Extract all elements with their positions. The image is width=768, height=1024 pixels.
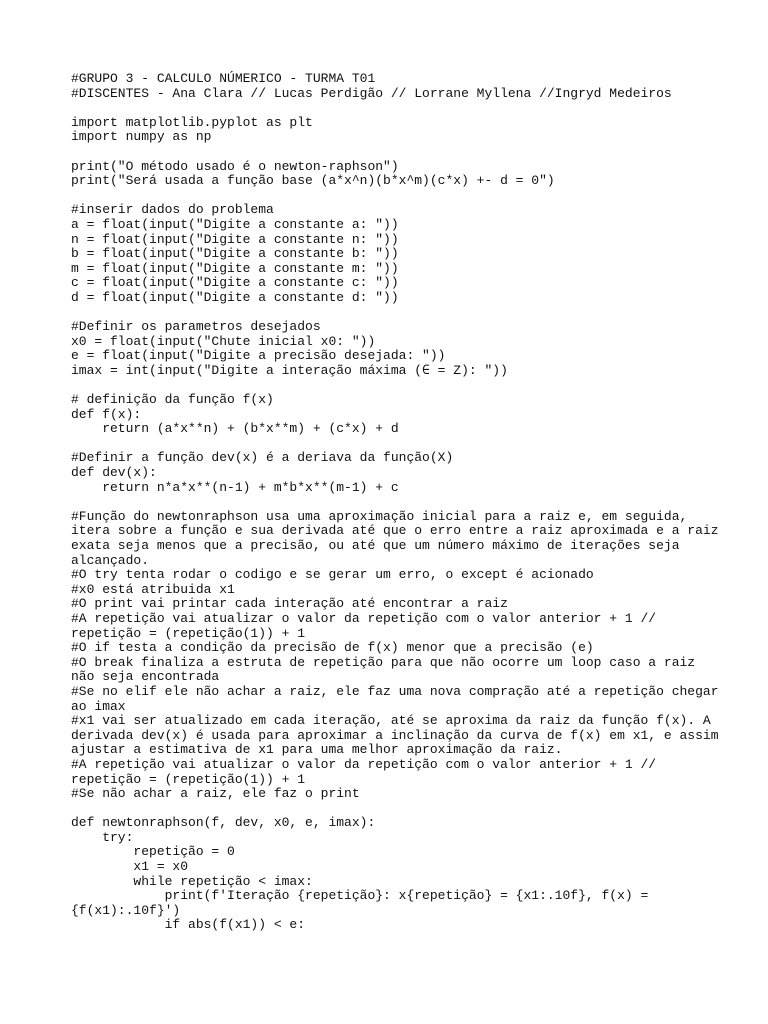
comment-line: ajustar a estimativa de x1 para uma melhor aproximação da raiz. — [71, 742, 563, 758]
comment-line: repetição = (repetição(1)) + 1 — [71, 771, 306, 787]
comment-line: derivada dev(x) é usada para aproximar a inclinação da curva de f(x) em x1, e assim — [71, 727, 719, 743]
code-line: {f(x1):.10f}') — [71, 902, 181, 918]
code-line: print("Será usada a função base (a*x^n)(b*x^m)(c*x) +- d = 0") — [71, 173, 555, 189]
comment-line: itera sobre a função e sua derivada até que o erro entre a raiz aproximada e a raiz — [71, 523, 719, 539]
code-line: c = float(input("Digite a constante c: ")) — [71, 275, 399, 291]
comment-line: #x0 está atribuida x1 — [71, 581, 235, 597]
comment-line: #x1 vai ser atualizado em cada iteração, até se aproxima da raiz da função f(x). A — [71, 713, 711, 729]
code-line: x0 = float(input("Chute inicial x0: ")) — [71, 333, 376, 349]
comment-line: ao imax — [71, 698, 126, 714]
code-line: try: — [71, 829, 134, 845]
comment-line: exata seja menos que a precisão, ou até que um número máximo de iterações seja — [71, 538, 680, 553]
comment-line: #A repetição vai atualizar o valor da repetição com o valor anterior + 1 // — [71, 756, 657, 772]
comment-line: #Função do newtonraphson usa uma aproximação inicial para a raiz e, em seguida, — [71, 508, 688, 524]
code-line: a = float(input("Digite a constante a: ")) — [71, 216, 399, 232]
comment-line: #O print vai printar cada interação até encontrar a raiz — [71, 596, 508, 612]
code-line: print(f'Iteração {repetição}: x{repetição} = {x1:.10f}, f(x) = — [71, 888, 649, 904]
comment-line: #Se não achar a raiz, ele faz o print — [71, 786, 360, 802]
code-line: e = float(input("Digite a precisão desejada: ")) — [71, 348, 446, 364]
code-line: #DISCENTES - Ana Clara // Lucas Perdigão // Lorrane Myllena //Ingryd Medeiros — [71, 85, 672, 101]
code-line: m = float(input("Digite a constante m: ")) — [71, 260, 399, 276]
code-line: # definição da função f(x) — [71, 392, 274, 408]
code-line: import matplotlib.pyplot as plt — [71, 114, 313, 130]
comment-line: repetição = (repetição(1)) + 1 — [71, 625, 306, 641]
code-line: if abs(f(x1)) < e: — [71, 917, 306, 933]
comment-line: não seja encontrada — [71, 669, 220, 685]
blank-line — [71, 378, 711, 393]
comment-line: #O try tenta rodar o codigo e se gerar um erro, o except é acionado — [71, 567, 594, 583]
comment-line: #O break finaliza a estruta de repetição para que não ocorre um loop caso a raiz — [71, 654, 696, 670]
code-line: import numpy as np — [71, 129, 212, 145]
comment-line: #Se no elif ele não achar a raiz, ele faz uma nova compração até a repetição chegar — [71, 683, 719, 699]
comment-line: #O if testa a condição da precisão de f(x) menor que a precisão (e) — [71, 640, 594, 656]
code-document — [71, 71, 719, 933]
code-line: d = float(input("Digite a constante d: ")) — [71, 289, 399, 305]
blank-line — [71, 802, 711, 817]
code-line: return (a*x**n) + (b*x**m) + (c*x) + d — [71, 421, 399, 437]
code-line: #Definir os parametros desejados — [71, 319, 321, 335]
blank-line — [71, 145, 711, 160]
code-line: while repetição < imax: — [71, 873, 313, 889]
code-line: n = float(input("Digite a constante n: ")) — [71, 231, 399, 247]
code-line: x1 = x0 — [71, 859, 189, 875]
code-line: #GRUPO 3 - CALCULO NÚMERICO - TURMA T01 — [71, 71, 376, 86]
code-line: def f(x): — [71, 406, 142, 422]
code-line: #inserir dados do problema — [71, 202, 274, 218]
blank-line — [71, 189, 711, 204]
code-line: #Definir a função dev(x) é a deriava da função(X) — [71, 450, 454, 466]
code-line: repetição = 0 — [71, 844, 235, 860]
code-line: def dev(x): — [71, 465, 157, 481]
code-line: imax = int(input("Digite a interação máxima (∈ = Z): ")) — [71, 362, 508, 378]
blank-line — [71, 495, 711, 510]
blank-line — [71, 101, 711, 116]
blank-line — [71, 306, 711, 321]
blank-line — [71, 437, 711, 452]
code-line: b = float(input("Digite a constante b: ")) — [71, 246, 399, 262]
comment-line: alcançado. — [71, 552, 150, 568]
code-line: return n*a*x**(n-1) + m*b*x**(m-1) + c — [71, 479, 399, 495]
code-line: def newtonraphson(f, dev, x0, e, imax): — [71, 815, 376, 831]
comment-line: #A repetição vai atualizar o valor da repetição com o valor anterior + 1 // — [71, 610, 657, 626]
code-line: print("O método usado é o newton-raphson") — [71, 158, 399, 174]
